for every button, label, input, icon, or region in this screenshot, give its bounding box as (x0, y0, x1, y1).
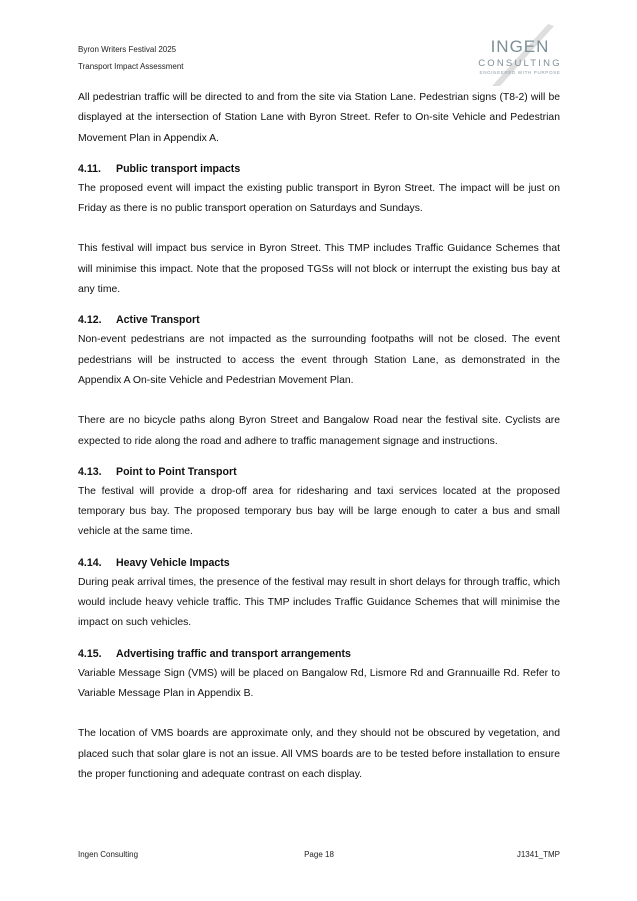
section-title: Heavy Vehicle Impacts (116, 556, 230, 569)
sections-container (78, 149, 560, 785)
section-heading (78, 644, 560, 664)
logo-tagline: ENGINEERED WITH PURPOSE (479, 70, 561, 75)
section-heading (78, 553, 560, 573)
header-festival-title: Byron Writers Festival 2025 (78, 45, 177, 54)
section-number: 4.14. (78, 556, 102, 569)
section-paragraph: There are no bicycle paths along Byron Street and Bangalow Road near the festival site. Cyclists are expected to ride along the road and adhere to traffic management signage and instructions. (78, 415, 560, 447)
section-paragraph: Variable Message Sign (VMS) will be placed on Bangalow Rd, Lismore Rd and Grannuaille Rd. Refer to Variable Message Plan in Appendix B. (78, 667, 560, 699)
section-title: Active Transport (116, 314, 200, 327)
section-heading (78, 462, 560, 482)
page-header (78, 41, 184, 75)
section-paragraph: Non-event pedestrians are not impacted as the surrounding footpaths will not be closed. The event pedestrians will be instructed to access the event through Station Lane, as demonstrated in the Appendix A On-site Vehicle and Pedestrian Movement Plan. (78, 334, 560, 386)
section-number: 4.12. (78, 314, 102, 327)
header-document-title: Transport Impact Assessment (78, 62, 184, 71)
section-heading (78, 159, 560, 179)
section-spacer (78, 300, 560, 310)
section-paragraph: This festival will impact bus service in Byron Street. This TMP includes Traffic Guidance Schemes that will minimise this impact. Note that the proposed TGSs will not block or interrupt the existing bus bay at any time. (78, 243, 560, 296)
paragraph-spacer (78, 391, 560, 411)
section-title: Advertising traffic and transport arrangements (116, 647, 351, 660)
footer-company: Ingen Consulting (78, 850, 139, 859)
section-paragraph: During peak arrival times, the presence of the festival may result in short delays for through traffic, which would include heavy vehicle traffic. This TMP includes Traffic Guidance Schemes that will minimise the impact on such vehicles. (78, 576, 560, 629)
paragraph-spacer (78, 219, 560, 239)
section-number: 4.11. (78, 162, 101, 175)
logo-word-consulting: CONSULTING (478, 58, 562, 69)
intro-paragraph: All pedestrian traffic will be directed to and from the site via Station Lane. Pedestrian signs (T8-2) will be displayed at the intersection of Station Lane with Byron Street. Refer to On-site Vehicle and Pedestrian Movement Plan in Appendix A. (78, 92, 560, 144)
section-spacer (78, 452, 560, 462)
ingen-logo-graphic (470, 22, 570, 88)
section-paragraph: The location of VMS boards are approximate only, and they should not be obscured by vegetation, and placed such that solar glare is not an issue. All VMS boards are to be tested before installation to ensure the proper functioning and adequate contrast on each display. (78, 728, 560, 780)
section-spacer (78, 543, 560, 553)
section-title: Point to Point Transport (116, 465, 237, 478)
logo-word-ingen: INGEN (490, 37, 550, 56)
company-logo (470, 22, 570, 88)
section-number: 4.13. (78, 465, 102, 478)
document-body (78, 88, 560, 785)
section-paragraph: The festival will provide a drop-off area for ridesharing and taxi services located at the proposed temporary bus bay. The proposed temporary bus bay will be large enough to cater a bus and small vehicle at the same time. (78, 485, 560, 538)
section-spacer (78, 634, 560, 644)
section-paragraph: The proposed event will impact the existing public transport in Byron Street. The impact will be just on Friday as there is no public transport operation on Saturdays and Sundays. (78, 182, 560, 215)
section-number: 4.15. (78, 647, 102, 660)
footer-job-number: J1341_TMP (516, 850, 560, 859)
section-spacer (78, 149, 560, 159)
paragraph-spacer (78, 704, 560, 724)
section-title: Public transport impacts (116, 162, 241, 175)
footer-page-number: Page 18 (304, 850, 334, 859)
section-heading (78, 310, 560, 330)
